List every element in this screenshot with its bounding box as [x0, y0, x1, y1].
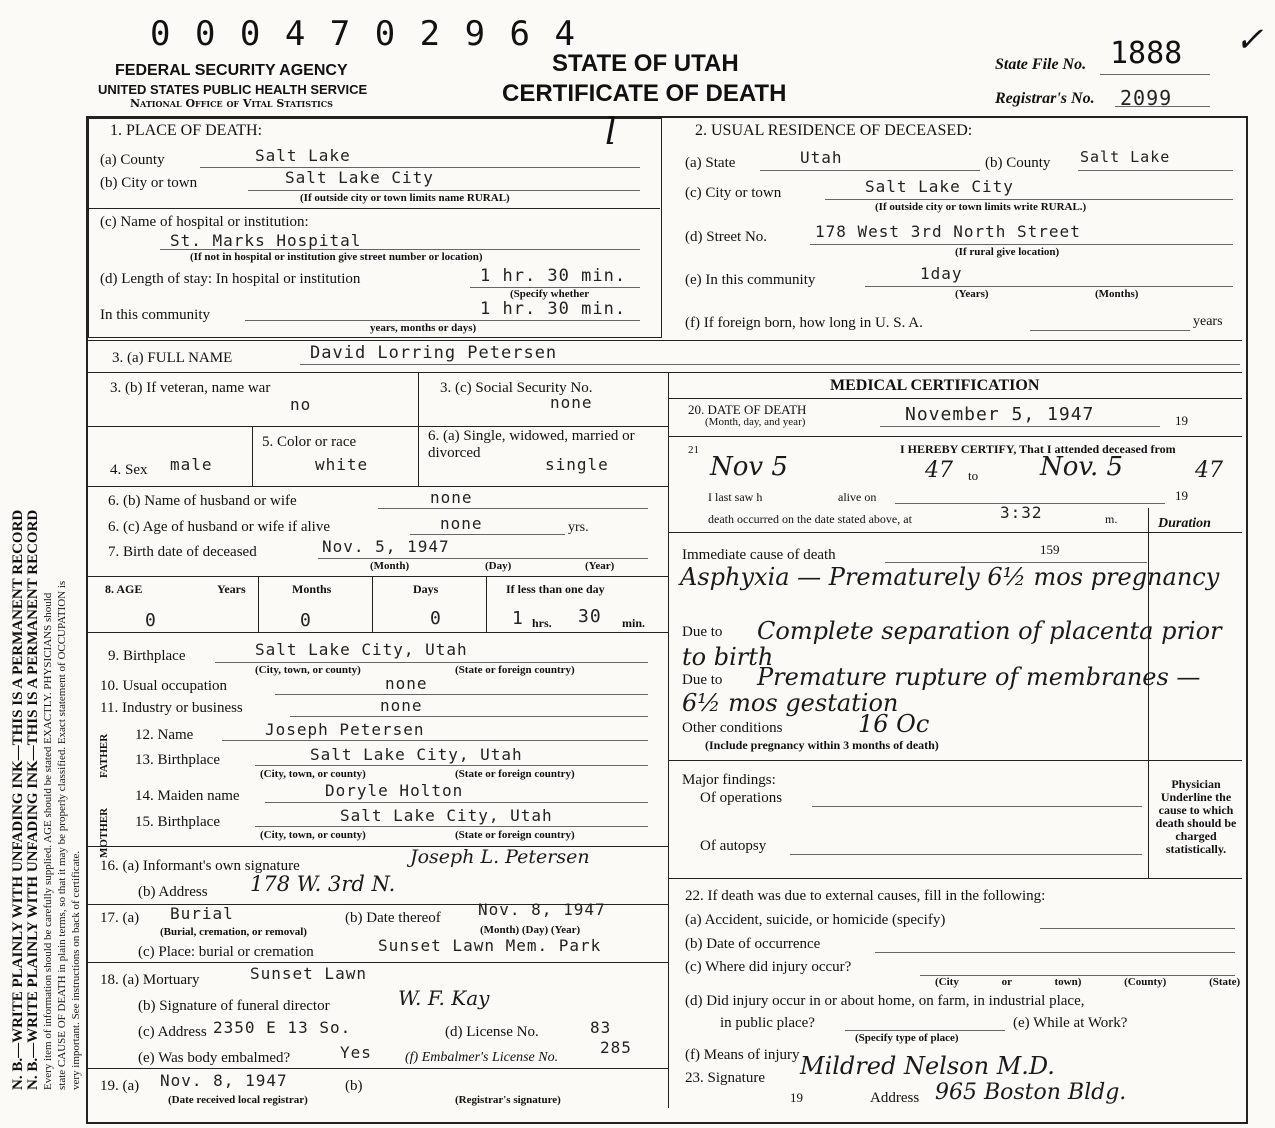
age-months: 0	[300, 610, 312, 631]
veteran: no	[290, 395, 312, 414]
external-b: (b) Date of occurrence	[685, 936, 821, 952]
external-specify: (Specify type of place)	[855, 1032, 959, 1044]
to-label: to	[968, 468, 979, 483]
hospital-name: St. Marks Hospital	[170, 231, 362, 250]
mother-state-note: (State or foreign country)	[455, 829, 575, 841]
res-county-label: (b) County	[985, 155, 1051, 171]
res-state-label: (a) State	[685, 155, 736, 171]
physician-note: Physician Underline the cause to which death should be charged statistically.	[1155, 777, 1237, 856]
pm-label: m.	[1105, 512, 1118, 526]
res-city: Salt Lake City	[865, 177, 1014, 196]
external-title: 22. If death was due to external causes, fill in the following:	[685, 888, 1046, 904]
other-conditions: 16 Oc	[858, 710, 930, 738]
death-city: Salt Lake City	[285, 168, 434, 187]
mother-tag: MOTHER	[98, 807, 110, 858]
cause-code: 159	[1040, 542, 1060, 557]
check-mark: ✓	[1235, 20, 1264, 60]
attended-from: Nov 5	[710, 452, 788, 482]
director-label: (b) Signature of funeral director	[138, 998, 330, 1014]
mortuary: Sunset Lawn	[250, 964, 367, 983]
registrar-label: Registrar's No.	[995, 90, 1095, 107]
spouse: none	[430, 488, 473, 507]
birthdate-label: 7. Birth date of deceased	[108, 544, 257, 560]
days-header: Days	[413, 582, 439, 596]
occupation: none	[385, 674, 428, 693]
ssn: none	[550, 393, 593, 412]
external-f: (f) Means of injury	[685, 1047, 800, 1063]
registrar-number: 2099	[1120, 86, 1173, 110]
side-instructions-3: very important. See instructions on back of certificate.	[70, 850, 82, 1090]
mother-birthplace: Salt Lake City, Utah	[340, 806, 553, 825]
father-city-note: (City, town, or county)	[260, 768, 366, 780]
side-note-1: N. B.—WRITE PLAINLY WITH UNFADING INK—THIS IS A PERMANENT RECORD	[10, 509, 26, 1090]
autopsy-label: Of autopsy	[700, 838, 767, 854]
spouse-age: none	[440, 514, 483, 533]
father-name-label: 12. Name	[135, 727, 194, 743]
received-date: Nov. 8, 1947	[160, 1071, 288, 1090]
state-title: STATE OF UTAH	[552, 50, 739, 77]
months-header: Months	[292, 582, 332, 596]
mother-name-label: 14. Maiden name	[135, 788, 240, 804]
physician-addr-label: Address	[870, 1090, 920, 1106]
father-state-note: (State or foreign country)	[455, 768, 575, 780]
spouse-label: 6. (b) Name of husband or wife	[108, 493, 297, 509]
major-label: Major findings:	[682, 772, 776, 788]
mortuary-addr-label: (c) Address	[138, 1024, 207, 1040]
marital-label: 6. (a) Single, widowed, married or divorced	[428, 428, 635, 461]
state-file-number: 1888	[1110, 36, 1183, 71]
due2-label: Due to	[682, 672, 723, 688]
external-c-note: (City or town) (County) (State)	[935, 976, 1241, 988]
full-name: David Lorring Petersen	[310, 343, 558, 363]
fullname-label: 3. (a) FULL NAME	[112, 350, 233, 366]
burial-date: Nov. 8, 1947	[478, 900, 606, 919]
sig-year-label: 19	[790, 1090, 803, 1105]
age-min: 30	[578, 606, 602, 627]
city-note: (If outside city or town limits name RURAL)	[300, 192, 510, 204]
place-burial-label: (c) Place: burial or cremation	[138, 944, 314, 960]
month-note: (Month)	[370, 560, 410, 572]
burial-date-label: (b) Date thereof	[345, 910, 441, 926]
stay-label: (d) Length of stay: In hospital or institution	[100, 271, 361, 287]
color-race: white	[315, 455, 369, 474]
age-days: 0	[430, 608, 442, 629]
state-file-label: State File No.	[995, 56, 1087, 73]
nineteen-2: 19	[1175, 488, 1188, 503]
ymd-note: years, months or days)	[370, 322, 477, 334]
hrs-unit: hrs.	[532, 616, 552, 630]
res-street-label: (d) Street No.	[685, 229, 768, 245]
res-years-note: (Years)	[955, 288, 989, 300]
side-instructions-1: Every item of information should be carefully supplied. AGE should be stated EXACTLY. PHYSICIANS should	[42, 592, 54, 1090]
res-city-label: (c) City or town	[685, 185, 782, 201]
alive-on: alive on	[838, 490, 877, 504]
registrar-sig-label: (b)	[345, 1078, 363, 1094]
side-note-2: N. B.—WRITE PLAINLY WITH UNFADING INK—THIS IS A PERMANENT RECORD	[25, 509, 41, 1090]
years-header: Years	[217, 582, 246, 596]
certificate-title: CERTIFICATE OF DEATH	[502, 80, 787, 107]
mother-maiden-name: Doryle Holton	[325, 781, 464, 800]
embalmer-label: (f) Embalmer's License No.	[405, 1050, 559, 1065]
ssn-label: 3. (c) Social Security No.	[440, 380, 593, 396]
medical-title: MEDICAL CERTIFICATION	[830, 377, 1040, 394]
l-mark: l	[605, 112, 617, 153]
father-name: Joseph Petersen	[265, 720, 425, 739]
funeral-director: W. F. Kay	[398, 986, 490, 1010]
license-no: 83	[590, 1018, 612, 1037]
other-note: (Include pregnancy within 3 months of death)	[705, 738, 939, 752]
informant-address: 178 W. 3rd N.	[250, 872, 396, 896]
from-year: 47	[925, 458, 953, 483]
external-d2: in public place?	[720, 1015, 815, 1031]
physician-address: 965 Boston Bldg.	[935, 1080, 1127, 1105]
service-name: UNITED STATES PUBLIC HEALTH SERVICE	[98, 82, 368, 97]
res-community: 1day	[920, 264, 963, 283]
father-birthplace: Salt Lake City, Utah	[310, 745, 523, 764]
city-label: (b) City or town	[100, 175, 198, 191]
license-label: (d) License No.	[445, 1024, 539, 1040]
embalmed: Yes	[340, 1043, 372, 1062]
hospital-label: (c) Name of hospital or institution:	[100, 214, 309, 230]
age-label: 8. AGE	[105, 582, 143, 596]
veteran-label: 3. (b) If veteran, name war	[110, 380, 271, 396]
duration-header: Duration	[1158, 516, 1211, 531]
external-d: (d) Did injury occur in or about home, on farm, in industrial place,	[685, 993, 1085, 1009]
agency-name: FEDERAL SECURITY AGENCY	[115, 62, 348, 79]
industry-label: 11. Industry or business	[100, 700, 243, 716]
informant-addr-label: (b) Address	[138, 884, 208, 900]
side-instructions-2: state CAUSE OF DEATH in plain terms, so that it may be properly classified. Exact statement of OCCUPATION is	[56, 580, 68, 1090]
due1-label: Due to	[682, 624, 723, 640]
years-word: years	[1193, 314, 1223, 329]
birth-date: Nov. 5, 1947	[322, 537, 450, 556]
burial-label: 17. (a)	[100, 910, 140, 926]
external-e: (e) While at Work?	[1013, 1015, 1128, 1031]
operations-label: Of operations	[700, 790, 783, 806]
informant-signature: Joseph L. Petersen	[410, 846, 590, 868]
external-c: (c) Where did injury occur?	[685, 959, 852, 975]
death-county: Salt Lake	[255, 146, 351, 165]
industry: none	[380, 696, 423, 715]
immediate-cause: Asphyxia — Prematurely 6½ mos pregnancy	[680, 563, 1220, 591]
due-to-2: Premature rupture of membranes — 6½ mos gestation	[682, 663, 1201, 717]
due-to-1: Complete separation of placenta prior to birth	[682, 617, 1222, 671]
marital: single	[545, 455, 609, 474]
specify-note: (Specify whether	[510, 288, 590, 300]
age-years: 0	[145, 610, 157, 631]
burial-place: Sunset Lawn Mem. Park	[378, 936, 602, 955]
county-label: (a) County	[100, 152, 165, 168]
res-street: 178 West 3rd North Street	[815, 222, 1081, 241]
mdy-note: (Month) (Day) (Year)	[480, 924, 581, 936]
sex-label: 4. Sex	[110, 462, 148, 478]
other-label: Other conditions	[682, 720, 783, 736]
nineteen-1: 19	[1175, 413, 1188, 428]
embalmer-license: 285	[600, 1038, 632, 1057]
residence-title: 2. USUAL RESIDENCE OF DECEASED:	[695, 122, 973, 139]
less-header: If less than one day	[506, 582, 605, 596]
res-city-note: (If outside city or town limits write RURAL.)	[875, 201, 1087, 213]
office-name: National Office of Vital Statistics	[130, 97, 333, 110]
year-note: (Year)	[585, 560, 615, 572]
immediate-label: Immediate cause of death	[682, 547, 836, 563]
res-months-note: (Months)	[1095, 288, 1139, 300]
mother-city-note: (City, town, or county)	[260, 829, 366, 841]
attended-to: Nov. 5	[1040, 452, 1124, 482]
spouse-age-label: 6. (c) Age of husband or wife if alive	[108, 519, 331, 535]
embalmed-label: (e) Was body embalmed?	[138, 1050, 291, 1066]
to-year: 47	[1195, 458, 1223, 483]
certify-label: I HEREBY CERTIFY, That I attended deceased from	[900, 442, 1176, 456]
age-hrs: 1	[512, 608, 524, 629]
occurred-label: death occurred on the date stated above, at	[708, 512, 912, 526]
res-street-note: (If rural give location)	[955, 246, 1060, 258]
received-note: (Date received local registrar)	[168, 1094, 308, 1106]
birth-state-note: (State or foreign country)	[455, 664, 575, 676]
res-community-label: (e) In this community	[685, 272, 816, 288]
occupation-label: 10. Usual occupation	[100, 678, 228, 694]
birth-city-note: (City, town, or county)	[255, 664, 361, 676]
burial: Burial	[170, 904, 234, 923]
father-tag: FATHER	[98, 733, 110, 778]
hospital-note: (If not in hospital or institution give street number or location)	[190, 251, 483, 263]
dod-label: 20. DATE OF DEATH	[688, 402, 807, 417]
lastsaw-label: I last saw h	[708, 490, 763, 504]
registrar-sig-note: (Registrar's signature)	[455, 1094, 561, 1106]
stay-community: 1 hr. 30 min.	[480, 299, 627, 319]
serial-number: 0 0 0 4 7 0 2 9 6 4	[150, 14, 577, 54]
mother-bp-label: 15. Birthplace	[135, 814, 220, 830]
day-note: (Day)	[485, 560, 512, 572]
mortuary-address: 2350 E 13 So.	[213, 1018, 352, 1037]
res-county: Salt Lake	[1080, 148, 1171, 166]
res-state: Utah	[800, 148, 843, 167]
num-21: 21	[688, 444, 699, 456]
place-title: 1. PLACE OF DEATH:	[110, 122, 263, 139]
sex: male	[170, 455, 213, 474]
signature-label: 23. Signature	[685, 1070, 765, 1086]
yrs-label: yrs.	[568, 520, 589, 535]
physician-signature: Mildred Nelson M.D.	[800, 1052, 1055, 1080]
external-a: (a) Accident, suicide, or homicide (specify)	[685, 912, 946, 928]
mortuary-label: 18. (a) Mortuary	[100, 972, 200, 988]
time-of-death: 3:32	[1000, 503, 1043, 522]
color-label: 5. Color or race	[262, 434, 357, 450]
date-of-death: November 5, 1947	[905, 404, 1095, 425]
stay-hospital: 1 hr. 30 min.	[480, 266, 627, 286]
birthplace-label: 9. Birthplace	[108, 648, 186, 664]
informant-sig-label: 16. (a) Informant's own signature	[100, 858, 300, 874]
burial-note: (Burial, cremation, or removal)	[160, 926, 307, 938]
min-unit: min.	[622, 616, 646, 630]
birthplace: Salt Lake City, Utah	[255, 640, 468, 659]
foreign-label: (f) If foreign born, how long in U. S. A.	[685, 315, 923, 331]
community-label: In this community	[100, 307, 210, 323]
received-label: 19. (a)	[100, 1078, 140, 1094]
father-bp-label: 13. Birthplace	[135, 752, 220, 768]
dod-note: (Month, day, and year)	[705, 416, 806, 428]
